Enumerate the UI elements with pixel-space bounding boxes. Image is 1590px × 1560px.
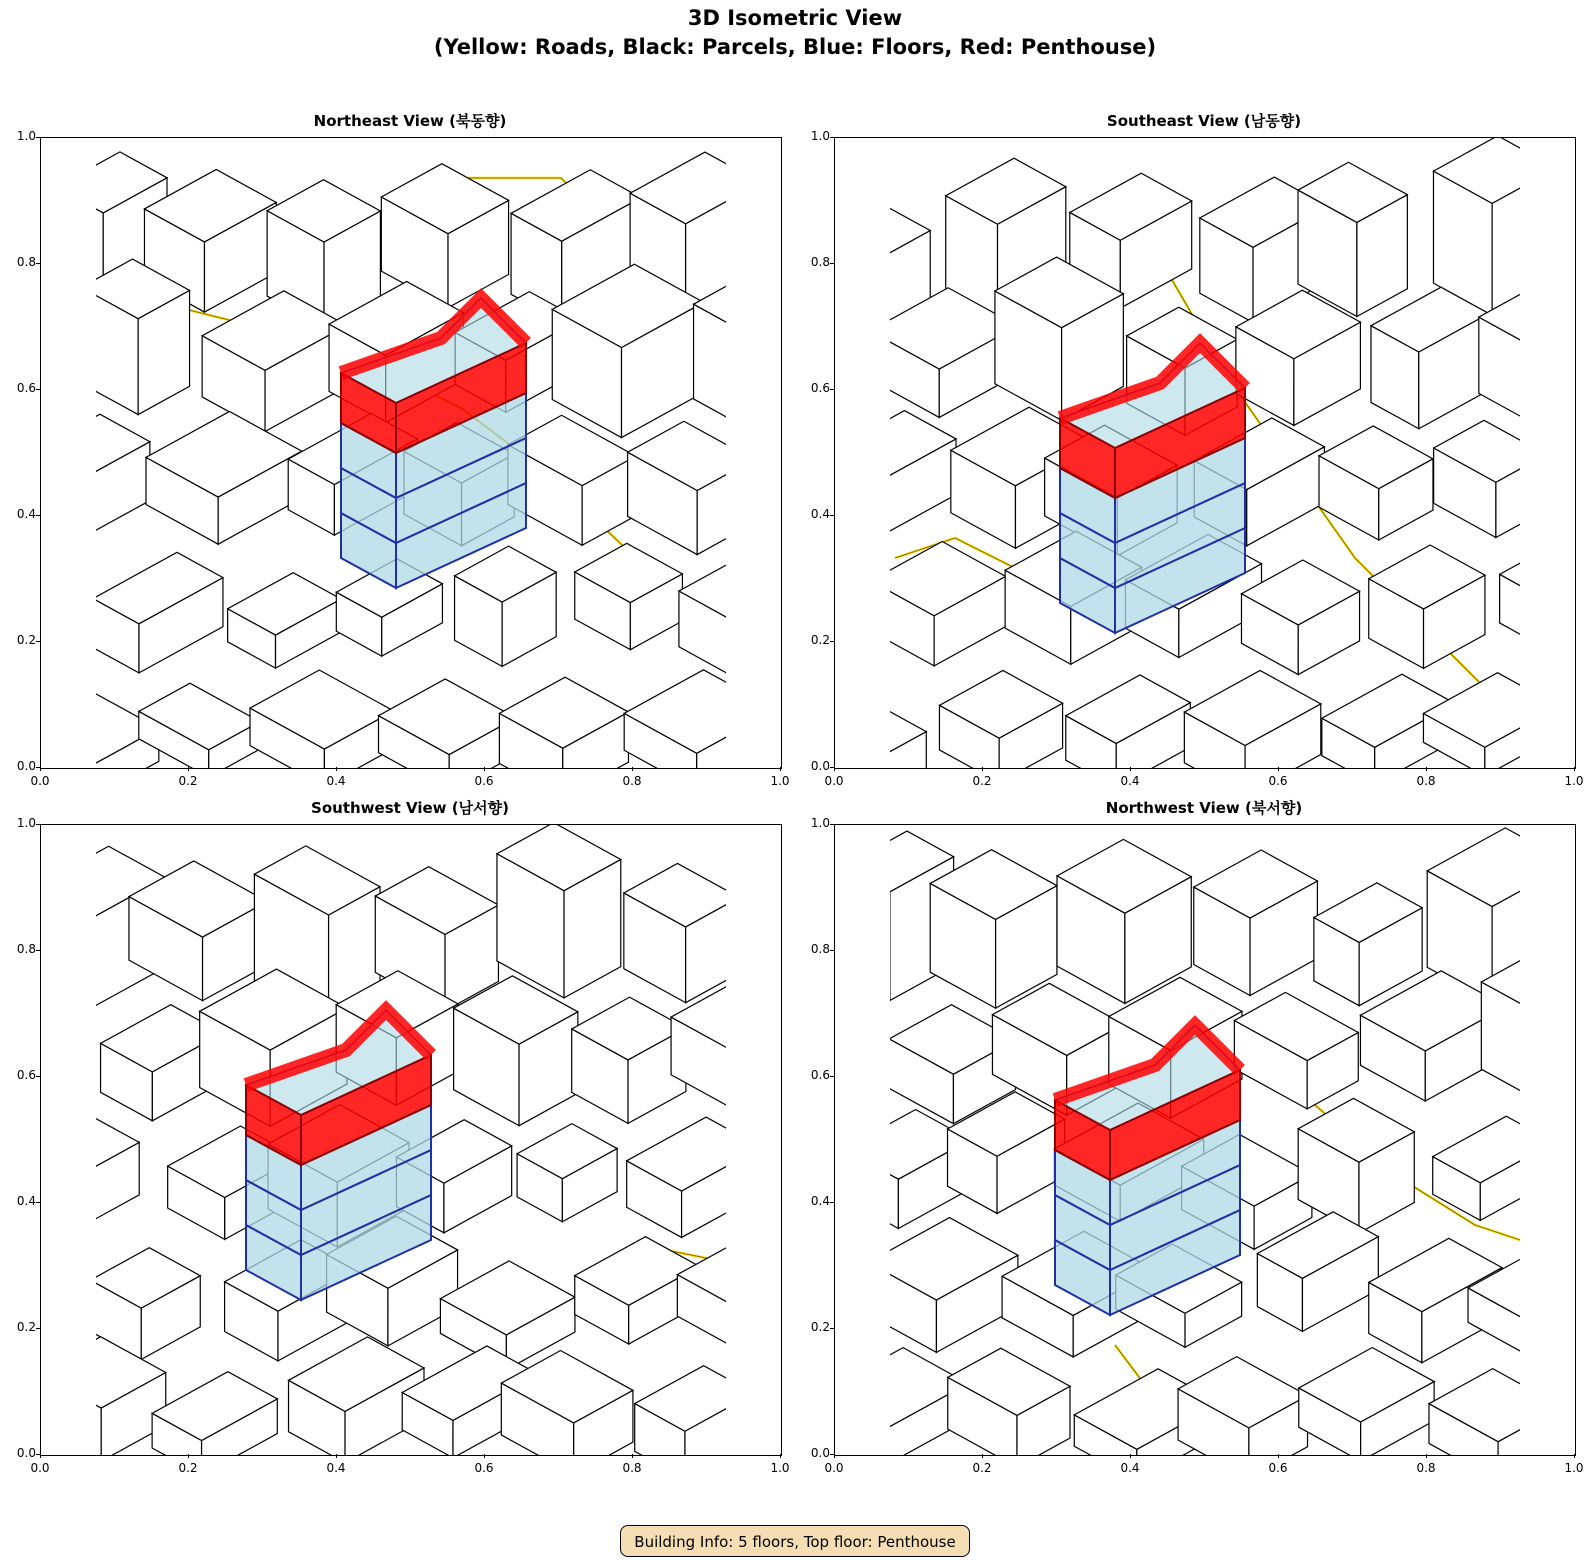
parcel-face [1481,982,1542,1103]
x-tick-label: 0.0 [824,1461,844,1475]
x-tick-label: 1.0 [1564,1461,1584,1475]
parcel-face [1548,571,1575,650]
isometric-scene-se [835,138,1575,768]
y-tick-label: 0.0 [810,1446,830,1460]
x-tick-mark [336,1454,337,1458]
y-tick-label: 0.6 [16,381,36,395]
y-tick-mark [36,824,40,825]
x-tick-mark [188,1454,189,1458]
plot-area-ne [40,137,782,769]
y-tick-label: 0.2 [810,633,830,647]
y-tick-label: 1.0 [810,816,830,830]
x-tick-label: 0.4 [326,774,346,788]
plot-area-se [834,137,1576,769]
parcel-face [743,1013,781,1114]
y-tick-label: 0.4 [16,507,36,521]
parcel-face [843,866,890,1000]
x-tick-mark [40,1454,41,1458]
x-tick-label: 0.0 [30,1461,50,1475]
y-tick-label: 0.4 [810,1194,830,1208]
x-tick-label: 0.6 [474,774,494,788]
x-tick-label: 0.2 [178,774,198,788]
isometric-scene-sw [41,825,781,1455]
x-tick-mark [982,1454,983,1458]
parcel-face [835,1391,889,1455]
y-tick-mark [830,950,834,951]
x-tick-mark [1278,767,1279,771]
y-tick-label: 1.0 [16,129,36,143]
x-tick-label: 0.8 [622,774,642,788]
parcel-face [835,222,878,329]
y-tick-label: 1.0 [810,129,830,143]
parcel-face [41,732,88,768]
x-tick-label: 0.2 [178,1461,198,1475]
x-tick-mark [484,767,485,771]
x-tick-mark [484,1454,485,1458]
x-tick-mark [1130,767,1131,771]
y-tick-label: 0.4 [16,1194,36,1208]
y-tick-label: 0.8 [810,942,830,956]
panel-title-se: Southeast View (남동향) [1106,112,1302,130]
x-tick-mark [1426,1454,1427,1458]
x-tick-label: 0.4 [326,1461,346,1475]
x-tick-mark [188,767,189,771]
x-tick-mark [336,767,337,771]
x-tick-label: 0.4 [1120,774,1140,788]
parcel-face [835,453,879,537]
y-tick-mark [36,950,40,951]
y-tick-label: 0.2 [16,633,36,647]
figure-title-line1: 3D Isometric View [687,6,903,30]
y-tick-mark [830,641,834,642]
y-tick-label: 0.6 [810,381,830,395]
y-tick-label: 0.2 [810,1320,830,1334]
isometric-scene-nw [835,825,1575,1455]
y-tick-label: 0.2 [16,1320,36,1334]
y-tick-mark [36,389,40,390]
parcel-face [745,592,781,683]
parcel-face [41,448,88,534]
y-tick-mark [830,389,834,390]
parcel-face [756,301,781,433]
x-tick-mark [1130,1454,1131,1458]
y-tick-label: 0.0 [16,1446,36,1460]
plot-area-sw [40,824,782,1456]
y-tick-label: 0.6 [16,1068,36,1082]
parcel-face [1542,1289,1575,1362]
figure-title [0,4,1590,62]
x-tick-label: 0.6 [474,1461,494,1475]
y-tick-mark [830,263,834,264]
x-tick-label: 0.6 [1268,1461,1288,1475]
panel-title-sw: Southwest View (남서향) [311,799,509,817]
y-tick-mark [36,1076,40,1077]
x-tick-mark [1574,1454,1575,1458]
x-tick-label: 0.2 [972,774,992,788]
parcel-face [41,1145,82,1227]
y-tick-mark [830,137,834,138]
y-tick-label: 0.0 [16,759,36,773]
x-tick-label: 0.4 [1120,1461,1140,1475]
isometric-scene-ne [41,138,781,768]
y-tick-label: 0.8 [810,255,830,269]
y-tick-mark [830,1076,834,1077]
y-tick-mark [36,515,40,516]
x-tick-mark [834,767,835,771]
x-tick-mark [1426,767,1427,771]
y-tick-mark [36,263,40,264]
y-tick-mark [36,641,40,642]
parcel-face [738,1264,781,1350]
x-tick-mark [40,767,41,771]
parcel-face [835,723,876,768]
y-tick-mark [830,515,834,516]
y-tick-label: 0.4 [810,507,830,521]
y-tick-mark [830,1202,834,1203]
x-tick-mark [632,1454,633,1458]
y-tick-mark [36,1328,40,1329]
x-tick-label: 1.0 [770,774,790,788]
x-tick-mark [834,1454,835,1458]
figure-title-line2: (Yellow: Roads, Black: Parcels, Blue: Floors, Red: Penthouse) [433,35,1157,59]
y-tick-label: 0.8 [16,255,36,269]
panel-title-ne: Northeast View (북동향) [313,112,507,130]
parcel-face [41,1372,101,1455]
y-tick-label: 0.0 [810,759,830,773]
x-tick-label: 0.8 [1416,774,1436,788]
y-tick-mark [830,824,834,825]
x-tick-label: 1.0 [1564,774,1584,788]
x-tick-label: 0.2 [972,1461,992,1475]
x-tick-label: 0.8 [622,1461,642,1475]
x-tick-mark [780,767,781,771]
x-tick-label: 1.0 [770,1461,790,1475]
parcel-face [1531,306,1575,422]
y-tick-mark [830,1328,834,1329]
y-tick-mark [36,1202,40,1203]
y-tick-label: 0.8 [16,942,36,956]
x-tick-mark [1278,1454,1279,1458]
x-tick-mark [1574,767,1575,771]
x-tick-mark [632,767,633,771]
parcel-face [1543,970,1575,1103]
parcel-face [1479,317,1531,422]
parcel-face [694,304,757,433]
x-tick-label: 0.6 [1268,774,1288,788]
y-tick-label: 0.6 [810,1068,830,1082]
y-tick-mark [36,137,40,138]
x-tick-label: 0.0 [30,774,50,788]
plot-area-nw [834,824,1576,1456]
y-tick-label: 1.0 [16,816,36,830]
x-tick-label: 0.0 [824,774,844,788]
x-tick-mark [982,767,983,771]
parcel-face [41,888,90,1009]
panel-title-nw: Northwest View (북서향) [1105,799,1303,817]
parcel-face [1500,574,1549,649]
building-info-box: Building Info: 5 floors, Top floor: Penthouse [620,1525,970,1557]
x-tick-label: 0.8 [1416,1461,1436,1475]
x-tick-mark [780,1454,781,1458]
